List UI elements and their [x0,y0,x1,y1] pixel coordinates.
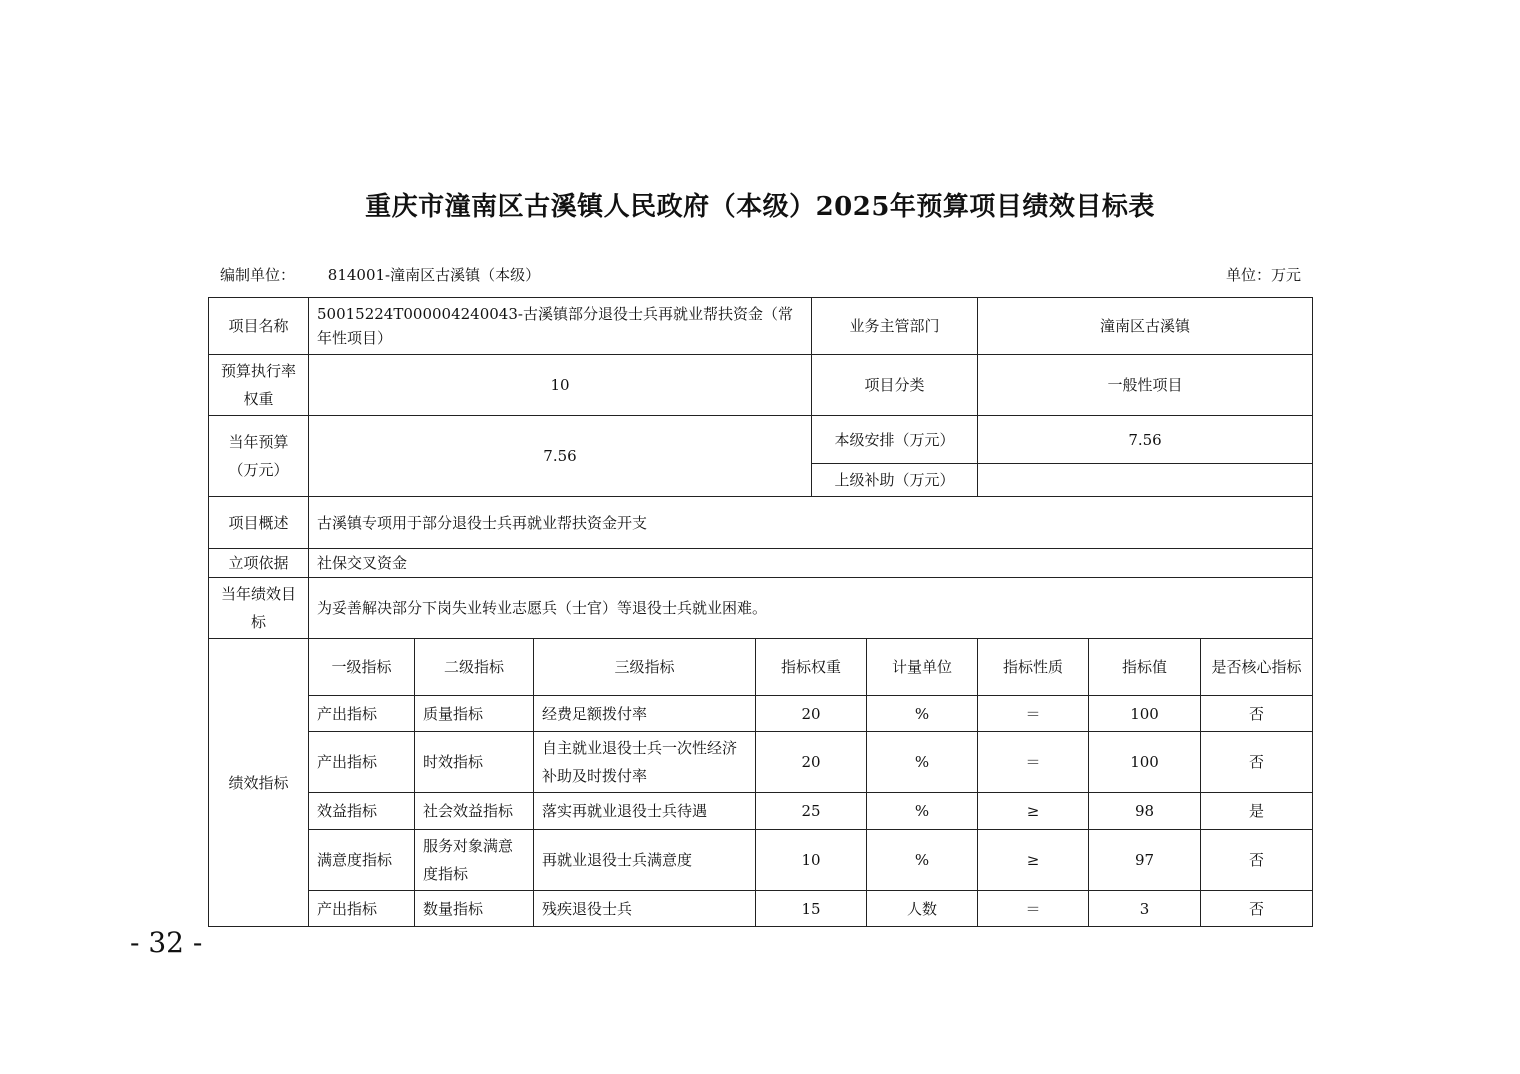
level2-cell: 社会效益指标 [415,793,534,830]
table-row [209,793,1313,830]
overview-label: 项目概述 [209,497,309,549]
level1-cell: 产出指标 [309,696,415,732]
overview-value: 古溪镇专项用于部分退役士兵再就业帮扶资金开支 [309,497,1313,549]
page-title: 重庆市潼南区古溪镇人民政府（本级）2025年预算项目绩效目标表 [365,192,1155,222]
unit-cell: 人数 [867,891,978,927]
local-label: 本级安排（万元） [812,416,978,464]
local-value: 7.56 [978,416,1313,464]
level3-cell: 落实再就业退役士兵待遇 [534,793,756,830]
weight-cell: 10 [756,830,867,891]
row-overview [209,497,1313,549]
level2-cell: 质量指标 [415,696,534,732]
indicator-header-row [209,639,1313,696]
nature-cell: ＝ [978,732,1089,793]
upper-value [978,464,1313,497]
nature-cell: ＝ [978,891,1089,927]
goal-label: 当年绩效目标 [209,578,309,639]
budget-label: 当年预算（万元） [209,416,309,497]
core-cell: 否 [1201,696,1313,732]
level3-cell: 残疾退役士兵 [534,891,756,927]
unit-cell: % [867,696,978,732]
level1-cell: 满意度指标 [309,830,415,891]
indicators-section-label: 绩效指标 [209,639,309,927]
header-cell: 计量单位 [867,639,978,696]
value-cell: 3 [1089,891,1201,927]
core-cell: 是 [1201,793,1313,830]
nature-cell: ＝ [978,696,1089,732]
level3-cell: 再就业退役士兵满意度 [534,830,756,891]
weight-cell: 25 [756,793,867,830]
dept-label: 业务主管部门 [812,298,978,355]
header-cell: 指标值 [1089,639,1201,696]
table-row [209,696,1313,732]
weight-cell: 20 [756,732,867,793]
row-project-name [209,298,1313,355]
row-basis [209,549,1313,578]
level2-cell: 数量指标 [415,891,534,927]
table-row [209,830,1313,891]
basis-label: 立项依据 [209,549,309,578]
compiling-unit-value: 814001-潼南区古溪镇（本级） [327,266,541,284]
project-name-label: 项目名称 [209,298,309,355]
compiling-unit-label: 编制单位： [220,266,296,284]
header-cell: 三级指标 [534,639,756,696]
exec-weight-label: 预算执行率权重 [209,355,309,416]
value-cell: 100 [1089,732,1201,793]
level2-cell: 服务对象满意度指标 [415,830,534,891]
core-cell: 否 [1201,732,1313,793]
unit-cell: % [867,830,978,891]
dept-value: 潼南区古溪镇 [978,298,1313,355]
currency-unit: 单位：万元 [1225,266,1301,284]
header-cell: 是否核心指标 [1201,639,1313,696]
category-label: 项目分类 [812,355,978,416]
level3-cell: 自主就业退役士兵一次性经济补助及时拨付率 [534,732,756,793]
row-goal [209,578,1313,639]
performance-table [208,297,1313,927]
level3-cell: 经费足额拨付率 [534,696,756,732]
core-cell: 否 [1201,891,1313,927]
table-row [209,891,1313,927]
nature-cell: ≥ [978,793,1089,830]
header-cell: 指标权重 [756,639,867,696]
header-cell: 一级指标 [309,639,415,696]
weight-cell: 15 [756,891,867,927]
value-cell: 98 [1089,793,1201,830]
value-cell: 100 [1089,696,1201,732]
goal-value: 为妥善解决部分下岗失业转业志愿兵（士官）等退役士兵就业困难。 [309,578,1313,639]
project-name-value: 50015224T000004240043-古溪镇部分退役士兵再就业帮扶资金（常年性项目） [309,298,812,355]
row-budget [209,416,1313,464]
row-exec-weight [209,355,1313,416]
unit-cell: % [867,793,978,830]
budget-value: 7.56 [309,416,812,497]
header-cell: 指标性质 [978,639,1089,696]
page-number: - 32 - [130,926,203,959]
level1-cell: 效益指标 [309,793,415,830]
value-cell: 97 [1089,830,1201,891]
nature-cell: ≥ [978,830,1089,891]
weight-cell: 20 [756,696,867,732]
level1-cell: 产出指标 [309,891,415,927]
table-row [209,732,1313,793]
unit-cell: % [867,732,978,793]
level1-cell: 产出指标 [309,732,415,793]
category-value: 一般性项目 [978,355,1313,416]
core-cell: 否 [1201,830,1313,891]
exec-weight-value: 10 [309,355,812,416]
upper-label: 上级补助（万元） [812,464,978,497]
basis-value: 社保交叉资金 [309,549,1313,578]
compiling-unit [220,264,540,285]
header-cell: 二级指标 [415,639,534,696]
level2-cell: 时效指标 [415,732,534,793]
